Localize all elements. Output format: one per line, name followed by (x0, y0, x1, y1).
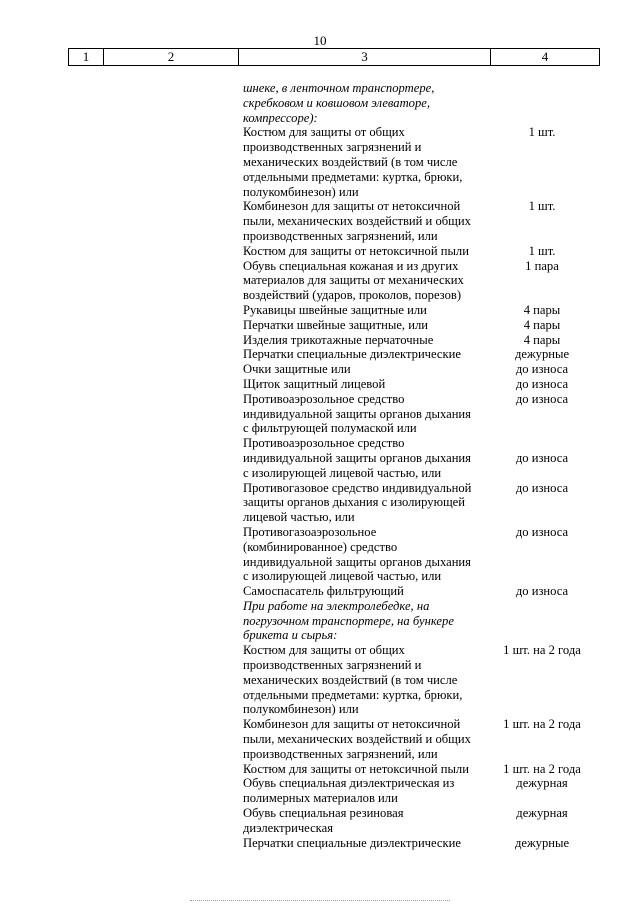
issue-norm-value: до износа (515, 524, 569, 539)
issue-norm (491, 717, 593, 761)
description-line: механических воздействий (в том числе (243, 154, 458, 169)
issue-norm-value: дежурная (516, 806, 568, 821)
table-row (243, 377, 593, 392)
item-description (243, 481, 491, 525)
issue-norm (491, 481, 593, 525)
issue-norm (491, 836, 593, 851)
table-row (243, 318, 593, 333)
issue-norm (491, 599, 593, 643)
issue-norm-value: 1 шт. на 2 года (503, 761, 581, 776)
description-line: пыли, механических воздействий и общих (243, 214, 471, 229)
issue-norm (491, 525, 593, 584)
issue-norm (491, 436, 593, 480)
description-line: погрузочном транспортере, на бункере (243, 613, 454, 628)
description-line: лицевой частью, или (243, 510, 355, 525)
description-line: полимерных материалов или (243, 791, 398, 806)
table-row (243, 333, 593, 348)
description-line: Самоспасатель фильтрующий (243, 584, 404, 599)
issue-norm (491, 643, 593, 717)
item-description (243, 584, 491, 599)
description-line: скребковом и ковшовом элеваторе, (243, 95, 431, 110)
item-description (243, 776, 491, 806)
description-line: отдельными предметами: куртка, брюки, (243, 169, 463, 184)
table-row (243, 362, 593, 377)
description-line: с изолирующей лицевой частью, или (243, 465, 442, 480)
item-description (243, 643, 491, 717)
item-description (243, 806, 491, 836)
table-row (243, 762, 593, 777)
item-description (243, 347, 491, 362)
description-line: Костюм для защиты от общих (243, 643, 405, 658)
item-description (243, 362, 491, 377)
description-line: Щиток защитный лицевой (243, 376, 386, 391)
table-row (243, 525, 593, 584)
table-row (243, 836, 593, 851)
issue-norm (491, 347, 593, 362)
column-header-4: 4 (541, 49, 549, 64)
issue-norm (491, 584, 593, 599)
issue-norm (491, 303, 593, 318)
description-line: Изделия трикотажные перчаточные (243, 332, 434, 347)
table-column-header (68, 48, 600, 66)
item-description (243, 836, 491, 851)
description-line: полукомбинезон) или (243, 702, 359, 717)
item-description (243, 392, 491, 436)
item-description (243, 318, 491, 333)
description-line: Комбинезон для защиты от нетоксичной (243, 717, 461, 732)
issue-norm-value: до износа (515, 584, 569, 599)
description-line: Перчатки швейные защитные, или (243, 317, 428, 332)
issue-norm (491, 362, 593, 377)
table-row (243, 481, 593, 525)
table-row (243, 776, 593, 806)
page-number: 10 (313, 33, 327, 48)
page-footer-rule (190, 900, 450, 901)
column-header-1: 1 (69, 49, 104, 65)
description-line: защиты органов дыхания с изолирующей (243, 495, 466, 510)
description-line: Костюм для защиты от нетоксичной пыли (243, 243, 469, 258)
table-row (243, 806, 593, 836)
description-line: индивидуальной защиты органов дыхания (243, 450, 471, 465)
item-description (243, 377, 491, 392)
issue-norm-value: 1 шт. (528, 243, 556, 258)
description-line: Обувь специальная диэлектрическая из (243, 776, 455, 791)
description-line: диэлектрическая (243, 820, 333, 835)
description-line: Рукавицы швейные защитные или (243, 302, 427, 317)
table-body (243, 81, 593, 850)
description-line: Перчатки специальные диэлектрические (243, 835, 461, 850)
issue-norm-value: до износа (515, 376, 569, 391)
item-description (243, 259, 491, 303)
qty-spacer (491, 436, 593, 451)
issue-norm (491, 244, 593, 259)
item-description (243, 762, 491, 777)
description-line: механических воздействий (в том числе (243, 672, 458, 687)
column-header-3: 3 (239, 49, 491, 65)
table-row (243, 125, 593, 199)
issue-norm-value: до износа (515, 362, 569, 377)
issue-norm-value: 4 пары (523, 317, 561, 332)
table-row (243, 392, 593, 436)
description-line: отдельными предметами: куртка, брюки, (243, 687, 463, 702)
table-row (243, 717, 593, 761)
description-line: Перчатки специальные диэлектрические (243, 347, 461, 362)
issue-norm-value: 4 пары (523, 332, 561, 347)
issue-norm-value: 1 шт. на 2 года (503, 717, 581, 732)
item-description (243, 303, 491, 318)
issue-norm-value: 1 пара (525, 258, 559, 273)
issue-norm-value: 1 шт. (528, 125, 556, 140)
description-line: производственных загрязнений, или (243, 228, 438, 243)
description-line: брикета и сырья: (243, 628, 338, 643)
description-line: производственных загрязнений и (243, 658, 422, 673)
item-description (243, 125, 491, 199)
issue-norm (491, 806, 593, 836)
description-line: пыли, механических воздействий и общих (243, 732, 471, 747)
issue-norm-value: до износа (515, 450, 569, 465)
item-description (243, 81, 491, 125)
table-row (243, 436, 593, 480)
issue-norm (491, 377, 593, 392)
description-line: воздействий (ударов, проколов, порезов) (243, 288, 462, 303)
table-row (243, 244, 593, 259)
description-line: компрессоре): (243, 110, 318, 125)
description-line: Обувь специальная резиновая (243, 806, 404, 821)
description-line: Противогазовое средство индивидуальной (243, 480, 472, 495)
description-line: Противоаэрозольное средство (243, 436, 405, 451)
issue-norm-value: 1 шт. на 2 года (503, 643, 581, 658)
item-description (243, 717, 491, 761)
description-line: производственных загрязнений и (243, 140, 422, 155)
issue-norm-value: дежурные (514, 835, 570, 850)
issue-norm (491, 318, 593, 333)
description-line: Комбинезон для защиты от нетоксичной (243, 199, 461, 214)
description-line: с фильтрующей полумаской или (243, 421, 417, 436)
issue-norm (491, 259, 593, 303)
description-line: Очки защитные или (243, 362, 351, 377)
section-heading-row (243, 599, 593, 643)
issue-norm (491, 199, 593, 243)
item-description (243, 199, 491, 243)
item-description (243, 333, 491, 348)
issue-norm (491, 125, 593, 199)
description-line: Противогазоаэрозольное (243, 524, 377, 539)
description-line: полукомбинезон) или (243, 184, 359, 199)
description-line: с изолирующей лицевой частью, или (243, 569, 442, 584)
description-line: Костюм для защиты от нетоксичной пыли (243, 761, 469, 776)
issue-norm (491, 762, 593, 777)
table-row (243, 643, 593, 717)
issue-norm-value: дежурная (516, 776, 568, 791)
description-line: (комбинированное) средство (243, 539, 398, 554)
issue-norm (491, 81, 593, 125)
issue-norm-value: 1 шт. (528, 199, 556, 214)
issue-norm (491, 776, 593, 806)
description-line: производственных загрязнений, или (243, 746, 438, 761)
description-line: шнеке, в ленточном транспортере, (243, 81, 435, 95)
table-row (243, 347, 593, 362)
item-description (243, 244, 491, 259)
issue-norm-value: до износа (515, 480, 569, 495)
table-row (243, 303, 593, 318)
table-row (243, 584, 593, 599)
issue-norm-value: 4 пары (523, 302, 561, 317)
issue-norm (491, 333, 593, 348)
description-line: Костюм для защиты от общих (243, 125, 405, 140)
description-line: Противоаэрозольное средство (243, 391, 405, 406)
table-row (243, 199, 593, 243)
item-description (243, 599, 491, 643)
item-description (243, 525, 491, 584)
table-row (243, 259, 593, 303)
description-line: материалов для защиты от механических (243, 273, 464, 288)
issue-norm (491, 392, 593, 436)
issue-norm-value: до износа (515, 391, 569, 406)
column-header-2: 2 (104, 49, 239, 65)
description-line: При работе на электролебедке, на (243, 598, 430, 613)
description-line: Обувь специальная кожаная и из других (243, 258, 459, 273)
description-line: индивидуальной защиты органов дыхания (243, 554, 471, 569)
issue-norm-value: дежурные (514, 347, 570, 362)
section-heading-row (243, 81, 593, 125)
item-description (243, 436, 491, 480)
description-line: индивидуальной защиты органов дыхания (243, 406, 471, 421)
